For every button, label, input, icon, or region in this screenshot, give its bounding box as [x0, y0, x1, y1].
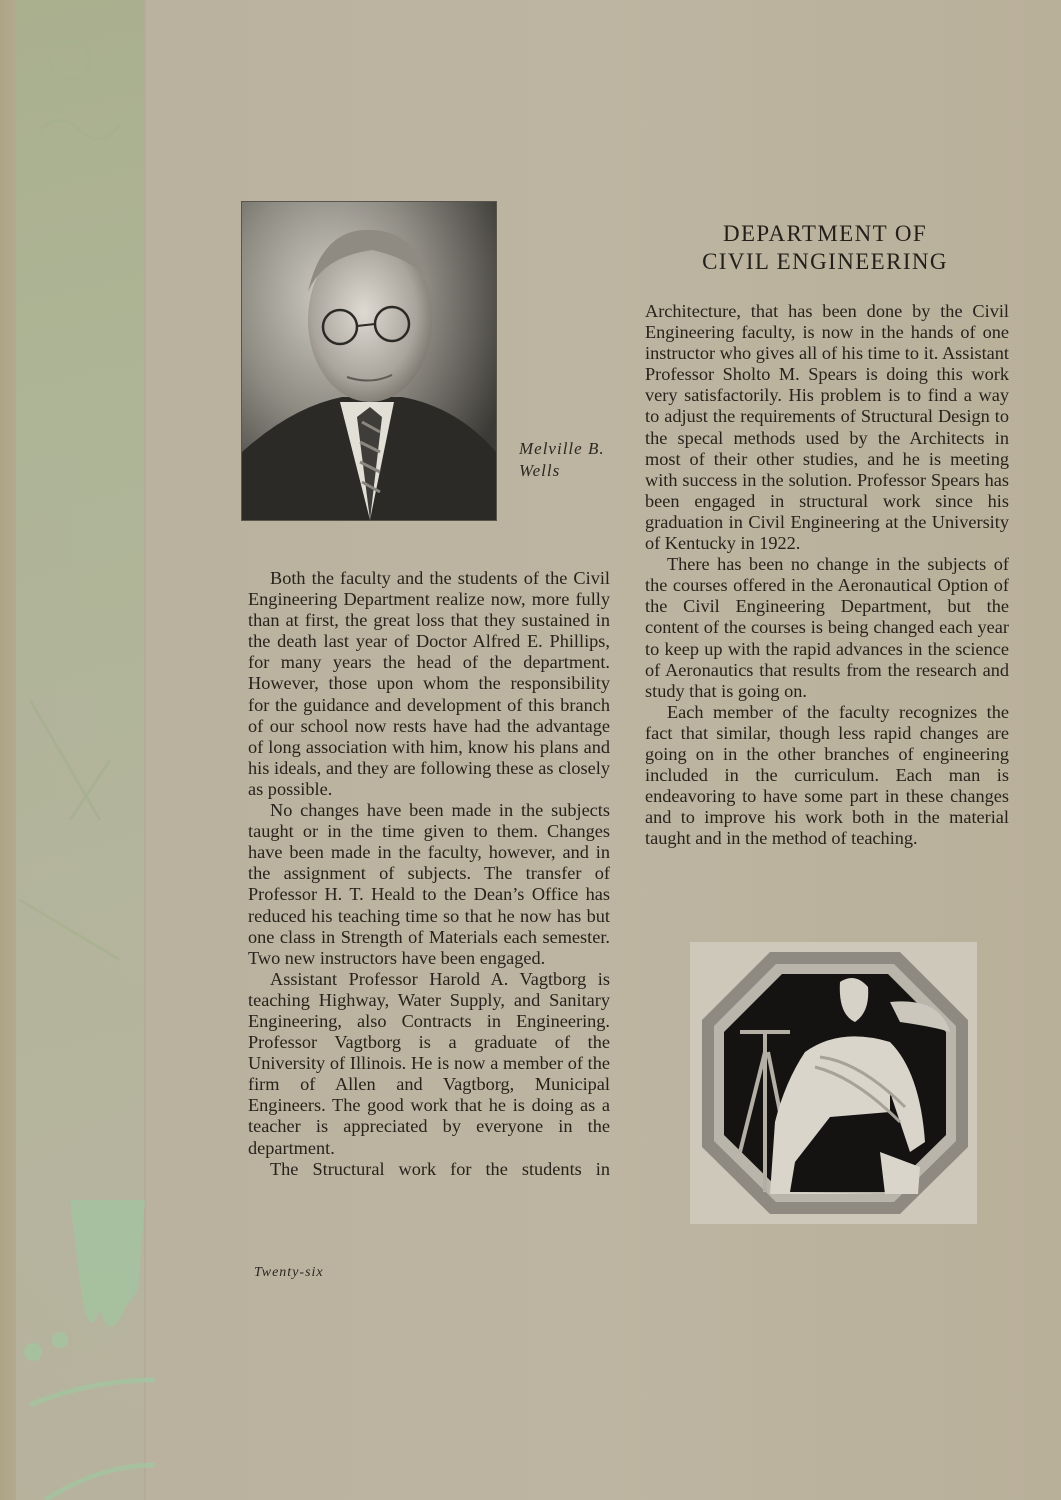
- left-text-column: [248, 568, 610, 1180]
- paragraph: Each member of the faculty recognizes the fact that similar, though less rapid changes are going on in the other branches of engineering included in the curriculum. Each man is endeavoring to have some part in these changes and to improve his work both in the material taught and in the method of teaching.: [645, 701, 1009, 849]
- title-line: DEPARTMENT OF: [722, 221, 928, 246]
- portrait-photo: [242, 202, 496, 520]
- page-number: Twenty-six: [254, 1265, 324, 1280]
- paragraph: The Structural work for the students in: [270, 1158, 610, 1179]
- paragraph: Both the faculty and the students of the Civil Engineering Department realize now, more fully than at first, the great loss that they sustained in the death last year of Doctor Alfred E. Phillips, for many years the head of the department. However, those upon whom the responsibility for the guidance and development of this branch of our school now rests have had the advantage of long association with him, know his plans and his ideals, and they are following these as closely as possible.: [248, 568, 610, 799]
- paragraph: No changes have been made in the subjects taught or in the time given to them. Changes have been made in the faculty, however, and in the assignment of subjects. The transfer of Professor H. T. Heald to the Dean’s Office has reduced his teaching time so that he now has but one class in Strength of Materials each semester. Two new instructors have been engaged.: [248, 800, 610, 968]
- paragraph: There has been no change in the subjects of the courses offered in the Aeronautical Option of the Civil Engineering Department, but the content of the courses is being changed each year to keep up with the rapid advances in the science of Aeronautics that results from the research and study that is going on.: [645, 554, 1009, 701]
- portrait-caption: [519, 438, 629, 482]
- relief-sculpture-image: [690, 942, 977, 1224]
- paragraph: Architecture, that has been done by the Civil Engineering faculty, is now in the hands of one instructor who gives all of his time to it. Assistant Professor Sholto M. Spears is doing this work very satisfactorily. His problem is to find a way to adjust the requirements of Structural Design to the specal methods used by the Architects in most of their other studies, and he is meeting with success in the solution. Professor Spears has been engaged in structural work since his graduation in Civil Engineering at the University of Kentucky in 1922.: [645, 301, 1009, 554]
- right-text-column: [645, 301, 1009, 849]
- caption-line: Wells: [519, 461, 561, 480]
- caption-line: Melville B.: [519, 439, 605, 458]
- title-line: CIVIL ENGINEERING: [702, 249, 948, 274]
- decorative-margin-artwork: [0, 0, 160, 1500]
- paragraph: Assistant Professor Harold A. Vagtborg is teaching Highway, Water Supply, and Sanitary Engineering, also Contracts in Engineering. Professor Vagtborg is a graduate of the University of Illinois. He is now a member of the firm of Allen and Vagtborg, Municipal Engineers. The good work that he is doing as a teacher is appreciated by everyone in the department.: [248, 968, 610, 1158]
- page-title: [640, 220, 1010, 276]
